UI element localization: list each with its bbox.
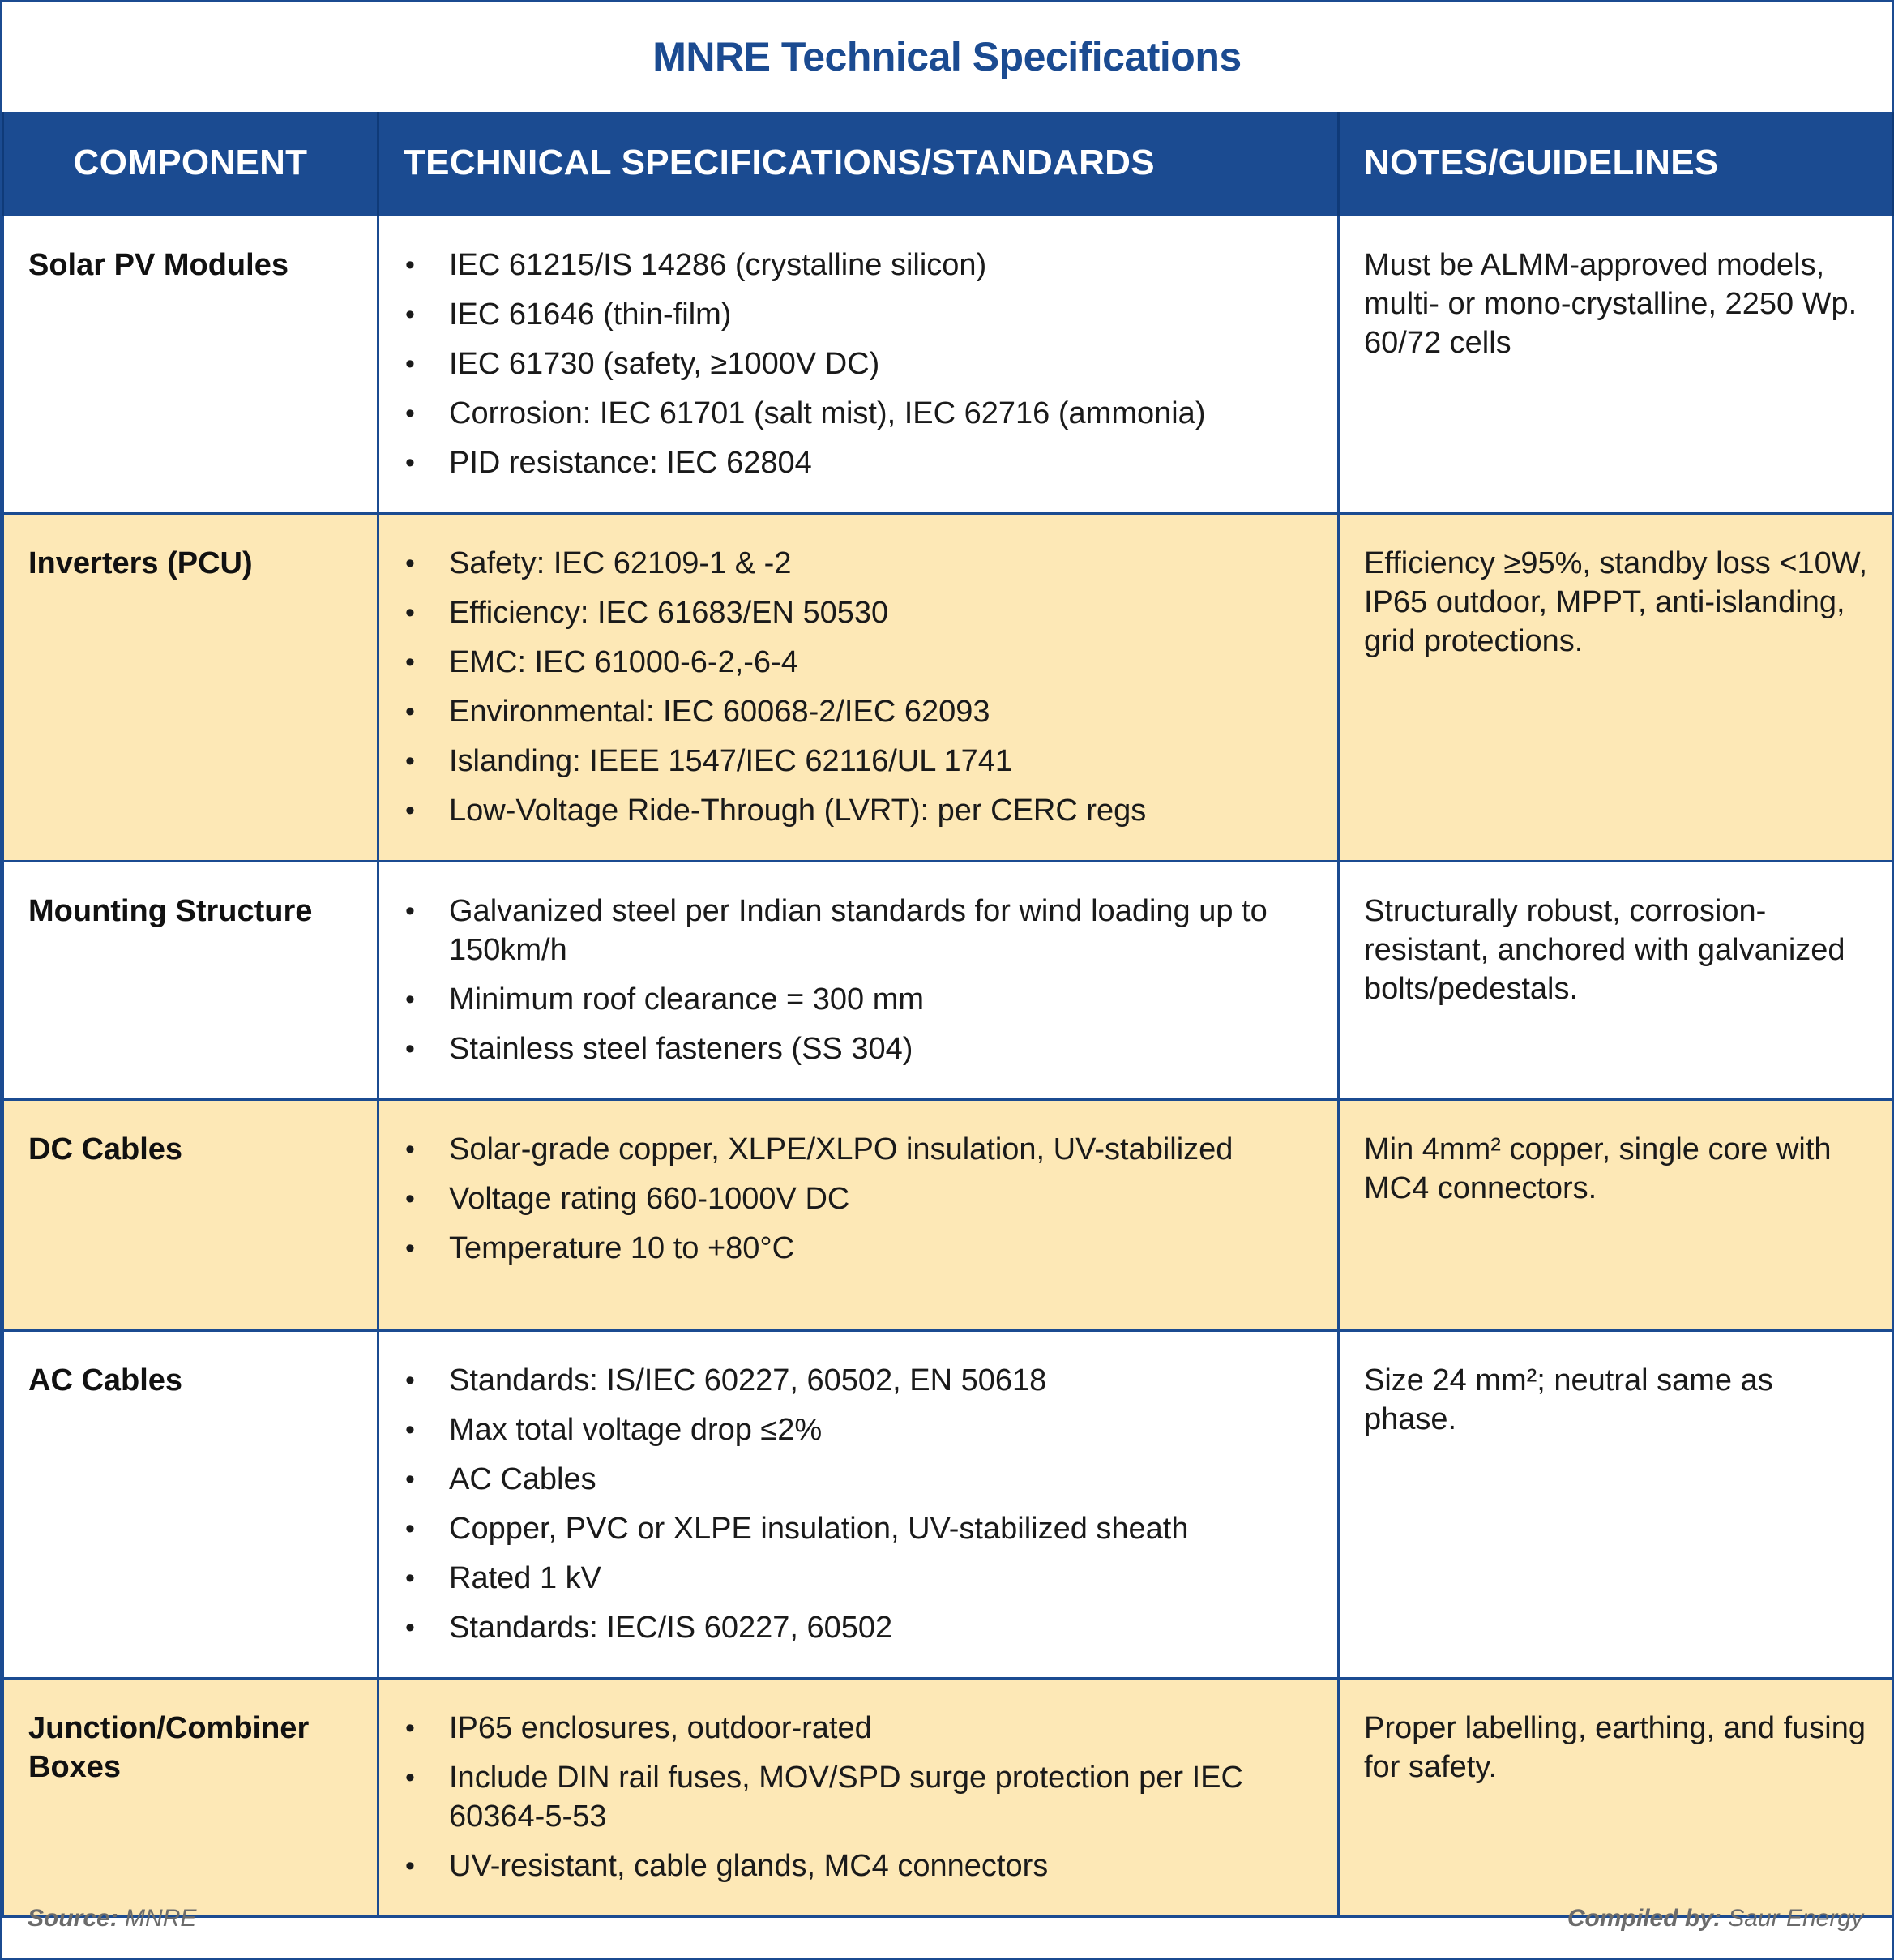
component-cell: Inverters (PCU) bbox=[3, 514, 378, 862]
specs-cell bbox=[378, 862, 1339, 1100]
compiled-credit bbox=[1567, 1905, 1863, 1932]
spec-item: • Include DIN rail fuses, MOV/SPD surge protection per IEC 60364-5-53 bbox=[404, 1758, 1313, 1836]
column-header-notes: NOTES/GUIDELINES bbox=[1339, 112, 1894, 216]
specs-list bbox=[404, 544, 1313, 830]
table-row bbox=[3, 1679, 1894, 1917]
component-cell: Solar PV Modules bbox=[3, 216, 378, 514]
table-row bbox=[3, 514, 1894, 862]
specs-list bbox=[404, 892, 1313, 1068]
specs-list bbox=[404, 246, 1313, 482]
specs-cell bbox=[378, 514, 1339, 862]
spec-item: • PID resistance: IEC 62804 bbox=[404, 443, 1313, 482]
specs-cell bbox=[378, 1679, 1339, 1917]
page-title: MNRE Technical Specifications bbox=[652, 34, 1242, 79]
spec-item: • Galvanized steel per Indian standards for wind loading up to 150km/h bbox=[404, 892, 1313, 969]
spec-item: • IP65 enclosures, outdoor-rated bbox=[404, 1709, 1313, 1748]
compiled-value: Saur Energy bbox=[1728, 1905, 1863, 1932]
source-label: Source: bbox=[28, 1905, 118, 1932]
component-cell: DC Cables bbox=[3, 1100, 378, 1331]
specs-list bbox=[404, 1361, 1313, 1647]
spec-item: • Max total voltage drop ≤2% bbox=[404, 1410, 1313, 1449]
table-row bbox=[3, 1331, 1894, 1679]
spec-item: • Corrosion: IEC 61701 (salt mist), IEC 62716 (ammonia) bbox=[404, 394, 1313, 433]
notes-cell: Must be ALMM-approved models, multi- or mono-crystalline, 2250 Wp. 60/72 cells bbox=[1339, 216, 1894, 514]
table-row bbox=[3, 862, 1894, 1100]
spec-item: • IEC 61215/IS 14286 (crystalline silicon) bbox=[404, 246, 1313, 285]
spec-item: • Environmental: IEC 60068-2/IEC 62093 bbox=[404, 692, 1313, 731]
notes-cell: Min 4mm² copper, single core with MC4 connectors. bbox=[1339, 1100, 1894, 1331]
column-header-component: COMPONENT bbox=[3, 112, 378, 216]
specs-list bbox=[404, 1130, 1313, 1268]
component-cell: AC Cables bbox=[3, 1331, 378, 1679]
spec-item: • IEC 61646 (thin-film) bbox=[404, 295, 1313, 334]
notes-cell: Structurally robust, corrosion-resistant, anchored with galvanized bolts/pedestals. bbox=[1339, 862, 1894, 1100]
spec-item: • Minimum roof clearance = 300 mm bbox=[404, 980, 1313, 1019]
spec-table bbox=[2, 112, 1894, 1918]
specs-cell bbox=[378, 216, 1339, 514]
column-header-specs: TECHNICAL SPECIFICATIONS/STANDARDS bbox=[378, 112, 1339, 216]
spec-item: • Solar-grade copper, XLPE/XLPO insulation, UV-stabilized bbox=[404, 1130, 1313, 1169]
spec-item: • Rated 1 kV bbox=[404, 1559, 1313, 1598]
spec-item: • Safety: IEC 62109-1 & -2 bbox=[404, 544, 1313, 583]
specs-cell bbox=[378, 1100, 1339, 1331]
table-row bbox=[3, 1100, 1894, 1331]
spec-item: • Copper, PVC or XLPE insulation, UV-stabilized sheath bbox=[404, 1509, 1313, 1548]
spec-item: • Standards: IS/IEC 60227, 60502, EN 50618 bbox=[404, 1361, 1313, 1400]
spec-item: • AC Cables bbox=[404, 1460, 1313, 1499]
compiled-label: Compiled by: bbox=[1567, 1905, 1721, 1932]
specs-cell bbox=[378, 1331, 1339, 1679]
table-row bbox=[3, 216, 1894, 514]
spec-item: • EMC: IEC 61000-6-2,-6-4 bbox=[404, 643, 1313, 682]
component-cell: Mounting Structure bbox=[3, 862, 378, 1100]
spec-item: • Islanding: IEEE 1547/IEC 62116/UL 1741 bbox=[404, 742, 1313, 781]
specs-list bbox=[404, 1709, 1313, 1885]
spec-item: • Efficiency: IEC 61683/EN 50530 bbox=[404, 593, 1313, 632]
component-cell: Junction/Combiner Boxes bbox=[3, 1679, 378, 1917]
notes-cell: Size 24 mm²; neutral same as phase. bbox=[1339, 1331, 1894, 1679]
footer bbox=[2, 1882, 1892, 1958]
spec-item: • Temperature 10 to +80°C bbox=[404, 1229, 1313, 1268]
source-credit bbox=[28, 1905, 196, 1932]
source-value: MNRE bbox=[125, 1905, 197, 1932]
table-header-row bbox=[3, 112, 1894, 216]
spec-item: • UV-resistant, cable glands, MC4 connectors bbox=[404, 1847, 1313, 1885]
spec-item: • Low-Voltage Ride-Through (LVRT): per CERC regs bbox=[404, 791, 1313, 830]
spec-item: • Voltage rating 660-1000V DC bbox=[404, 1179, 1313, 1218]
notes-cell: Proper labelling, earthing, and fusing for safety. bbox=[1339, 1679, 1894, 1917]
spec-item: • Stainless steel fasteners (SS 304) bbox=[404, 1029, 1313, 1068]
spec-item: • Standards: IEC/IS 60227, 60502 bbox=[404, 1608, 1313, 1647]
notes-cell: Efficiency ≥95%, standby loss <10W, IP65 outdoor, MPPT, anti-islanding, grid protections. bbox=[1339, 514, 1894, 862]
spec-item: • IEC 61730 (safety, ≥1000V DC) bbox=[404, 344, 1313, 383]
